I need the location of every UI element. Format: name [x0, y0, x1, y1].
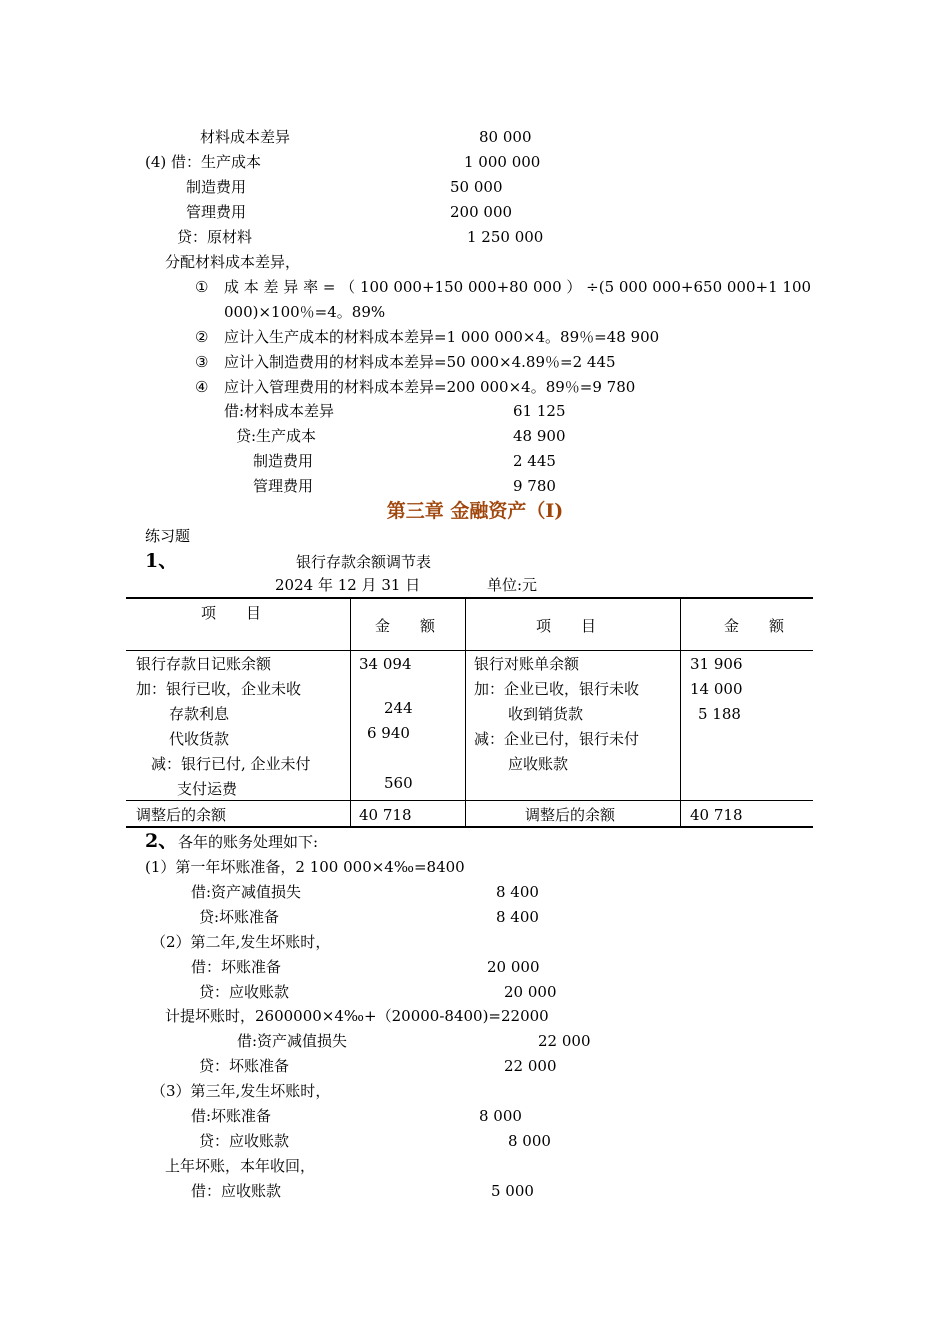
- entry-amount: 50 000: [450, 178, 503, 196]
- entry-amount: 80 000: [479, 128, 532, 146]
- entry-label: 借：应收账款: [191, 1182, 282, 1200]
- entry-label: 贷:生产成本: [236, 427, 317, 445]
- entry-amount: 20 000: [487, 958, 540, 976]
- question-intro: 各年的账务处理如下:: [178, 833, 319, 851]
- right-item: 收到销货款: [508, 705, 584, 723]
- entry-amount: 1 000 000: [464, 153, 541, 171]
- left-item: 加：银行已收，企业未收: [136, 680, 302, 698]
- entry-label: 借:资产减值损失: [237, 1032, 348, 1050]
- item-mark: ④: [195, 378, 209, 396]
- header-amount: 金 额: [724, 617, 785, 635]
- entry-amount: 2 445: [513, 452, 556, 470]
- left-amount: 244: [384, 699, 413, 717]
- entry-amount: 1 250 000: [467, 228, 544, 246]
- entry-amount: 8 000: [479, 1107, 522, 1125]
- entry-label: 借:材料成本差异: [224, 402, 335, 420]
- right-item: 加：企业已收，银行未收: [474, 680, 640, 698]
- left-item: 支付运费: [177, 780, 238, 798]
- entry-label: 借:资产减值损失: [191, 883, 302, 901]
- exercise-label: 练习题: [145, 527, 191, 545]
- entry-label: 借:坏账准备: [191, 1107, 272, 1125]
- total-label: 调整后的余额: [136, 806, 227, 824]
- entry-label: 贷：应收账款: [199, 983, 290, 1001]
- entry-line: （2）第二年,发生坏账时，: [151, 933, 331, 951]
- entry-label: 制造费用: [253, 452, 314, 470]
- entry-label: 材料成本差异: [200, 128, 291, 146]
- entry-line: (1）第一年坏账准备，2 100 000×4‰=8400: [145, 858, 465, 876]
- header-item: 项 目: [201, 604, 262, 622]
- entry-label: (4) 借：生产成本: [145, 153, 262, 171]
- item-text: 成 本 差 异 率 = （ 100 000+150 000+80 000 ） ÷(5 000 000+650 000+1 100: [224, 278, 812, 296]
- total-label: 调整后的余额: [525, 806, 616, 824]
- entry-label: 管理费用: [253, 477, 314, 495]
- entry-amount: 8 400: [496, 908, 539, 926]
- table-bottom-rule: [126, 826, 813, 828]
- entry-line: （3）第三年,发生坏账时，: [151, 1082, 331, 1100]
- entry-label: 贷：原材料: [177, 228, 253, 246]
- entry-amount: 5 000: [491, 1182, 534, 1200]
- question-number: 1、: [145, 550, 178, 572]
- item-text: 应计入制造费用的材料成本差异=50 000×4.89％=2 445: [224, 353, 616, 371]
- header-amount: 金 额: [375, 617, 436, 635]
- table-date: 2024 年 12 月 31 日: [275, 576, 421, 594]
- entry-amount: 48 900: [513, 427, 566, 445]
- entry-amount: 22 000: [504, 1057, 557, 1075]
- column-divider: [680, 599, 681, 826]
- table-header-rule: [126, 650, 813, 651]
- question-number: 2、: [145, 830, 178, 852]
- left-amount: 34 094: [359, 655, 412, 673]
- entry-amount: 200 000: [450, 203, 513, 221]
- item-mark: ③: [195, 353, 209, 371]
- left-item: 存款利息: [169, 705, 230, 723]
- table-unit: 单位:元: [487, 576, 538, 594]
- total-amount: 40 718: [359, 806, 412, 824]
- allocation-heading: 分配材料成本差异，: [165, 253, 301, 271]
- right-item: 应收账款: [508, 755, 569, 773]
- entry-label: 贷:坏账准备: [199, 908, 280, 926]
- entry-amount: 20 000: [504, 983, 557, 1001]
- item-text-continued: 000)×100％=4。89%: [224, 303, 386, 321]
- left-item: 银行存款日记账余额: [136, 655, 272, 673]
- item-mark: ②: [195, 328, 209, 346]
- right-amount: 14 000: [690, 680, 743, 698]
- entry-amount: 9 780: [513, 477, 556, 495]
- entry-amount: 22 000: [538, 1032, 591, 1050]
- entry-line: 计提坏账时，2600000×4‰+（20000-8400)=22000: [165, 1007, 549, 1025]
- entry-label: 借：坏账准备: [191, 958, 282, 976]
- entry-label: 制造费用: [186, 178, 247, 196]
- entry-label: 管理费用: [186, 203, 247, 221]
- table-total-rule: [126, 800, 813, 801]
- left-item: 代收货款: [169, 730, 230, 748]
- entry-amount: 61 125: [513, 402, 566, 420]
- right-amount: 31 906: [690, 655, 743, 673]
- entry-amount: 8 000: [508, 1132, 551, 1150]
- right-amount: 5 188: [698, 705, 741, 723]
- right-item: 银行对账单余额: [474, 655, 580, 673]
- right-item: 减：企业已付，银行未付: [474, 730, 640, 748]
- entry-amount: 8 400: [496, 883, 539, 901]
- left-amount: 560: [384, 774, 413, 792]
- entry-line: 上年坏账，本年收回，: [165, 1157, 316, 1175]
- item-mark: ①: [195, 278, 209, 296]
- column-divider: [350, 599, 351, 826]
- entry-label: 贷：坏账准备: [199, 1057, 290, 1075]
- total-amount: 40 718: [690, 806, 743, 824]
- entry-label: 贷：应收账款: [199, 1132, 290, 1150]
- item-text: 应计入生产成本的材料成本差异=1 000 000×4。89％=48 900: [224, 328, 660, 346]
- header-item: 项 目: [536, 617, 597, 635]
- item-text: 应计入管理费用的材料成本差异=200 000×4。89％=9 780: [224, 378, 636, 396]
- left-amount: 6 940: [367, 724, 410, 742]
- table-top-rule: [126, 597, 813, 599]
- left-item: 减：银行已付, 企业未付: [151, 755, 311, 773]
- table-title: 银行存款余额调节表: [296, 553, 432, 571]
- column-divider: [465, 599, 466, 826]
- chapter-title: 第三章 金融资产（I): [386, 500, 564, 522]
